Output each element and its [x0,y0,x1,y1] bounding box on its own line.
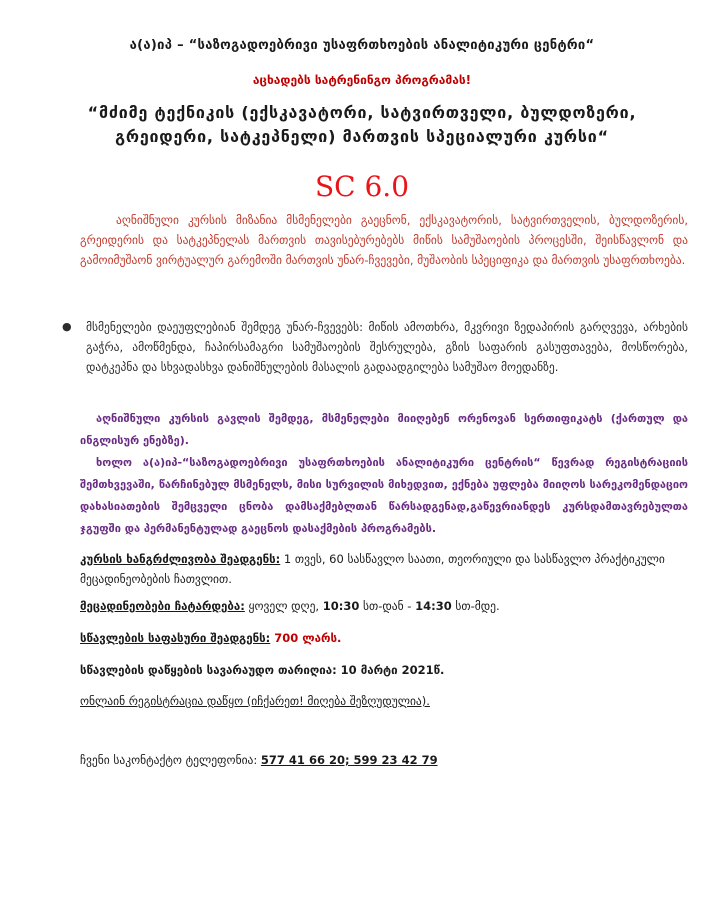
schedule-line [80,599,688,613]
announcement: აცხადებს სატრენინგო პროგრამას! [252,73,472,87]
contact-line [80,753,688,767]
duration-value: 1 თვეს, 60 სასწავლო საათი, თეორიული და სასწავლო პრაქტიკული მეცადინეობების ჩათვლით. [80,552,665,586]
course-title: “მძიმე ტექნიკის (ექსკავატორი, სატვირთველი, ბულდოზერი, გრეიდერი, სატკეპნელი) მართვის სპეციალური კურსი“ [87,103,637,146]
online-registration-link[interactable]: ონლაინ რეგისტრაცია დაწყო (იჩქარეთ! მიღება შეზღუდულია). [80,694,430,708]
course-code: SC 6.0 [314,170,410,203]
bullet-icon: ● [62,320,72,333]
schedule-to: 14:30 [415,599,452,613]
organization-name: ა(ა)იპ – “საზოგადოებრივი უსაფრთხოების ანალიტიკური ცენტრი“ [129,38,595,53]
schedule-suffix: სთ-მდე. [451,599,500,613]
duration-line [80,549,688,589]
schedule-prefix: ყოველ დღე, [244,599,323,613]
start-date: სწავლების დაწყების სავარაუდო თარიღია: 10 მარტი 2021წ. [80,663,445,677]
schedule-mid: სთ-დან - [359,599,416,613]
duration-label: კურსის ხანგრძლივობა შეადგენს: [80,552,281,566]
skills-bullet [62,317,688,377]
schedule-from: 10:30 [322,599,360,613]
fee-value: 700 ლარს. [270,631,342,645]
registry-paragraph: ხოლო ა(ა)იპ-“საზოგადოებრივი უსაფრთხოების ანალიტიკური ცენტრის“ წევრად რეგისტრაციის შემთხვევაში, წარჩინებულ მსმენელს, მისი სურვილის მიხედვით, ექნება უფლება მიიღოს სარეკომენდაციო დახასიათების შემცველი ცნობა დამსაქმებლთან წარსადგენად,გაწევრიანდეს კურსდამთავრებულთა ჯგუფში და პერმანენტულად გაეცნოს დასაქმების პროგრამებს. [80,456,688,535]
fee-label: სწავლების საფასური შეადგენს: [80,631,271,645]
schedule-label: მეცადინეობები ჩატარდება: [80,599,245,613]
fee-line [80,631,688,645]
phone-numbers[interactable]: 577 41 66 20; 599 23 42 79 [260,753,438,767]
skills-text: მსმენელები დაეუფლებიან შემდეგ უნარ-ჩვევებს: მიწის ამოთხრა, მკვრივი ზედაპირის გარღვევა, არხების გაჭრა, ამოწმენდა, ჩაპირსამაგრი სამუშაოების შესრულება, გზის საფარის გასუფთავება, მოსწორება, დატკეპნა და სხვადასხვა დანიშნულების მასალის გადაადგილება სამუშაო მოედანზე. [86,320,688,374]
contact-label: ჩვენი საკონტაქტო ტელეფონია: [80,753,261,767]
intro-paragraph: აღნიშნული კურსის მიზანია მსმენელები გაეცნონ, ექსკავატორის, სატვირთველის, ბულდოზერის, გრეიდერის და სატკეპნელას მართვის თავისებურებებს მიწის სამუშაოების პროცესში, შეისწავლონ და გამოიმუშაონ ვირტუალურ გარემოში მართვის უნარ-ჩვევები, მუშაობის სპეციფიკა და მართვის უსაფრთხოება. [80,213,688,267]
certificate-paragraph: აღნიშნული კურსის გავლის შემდეგ, მსმენელები მიიღებენ ორენოვან სერთიფიკატს (ქართულ და ინგლისურ ენებზე). [80,412,688,447]
